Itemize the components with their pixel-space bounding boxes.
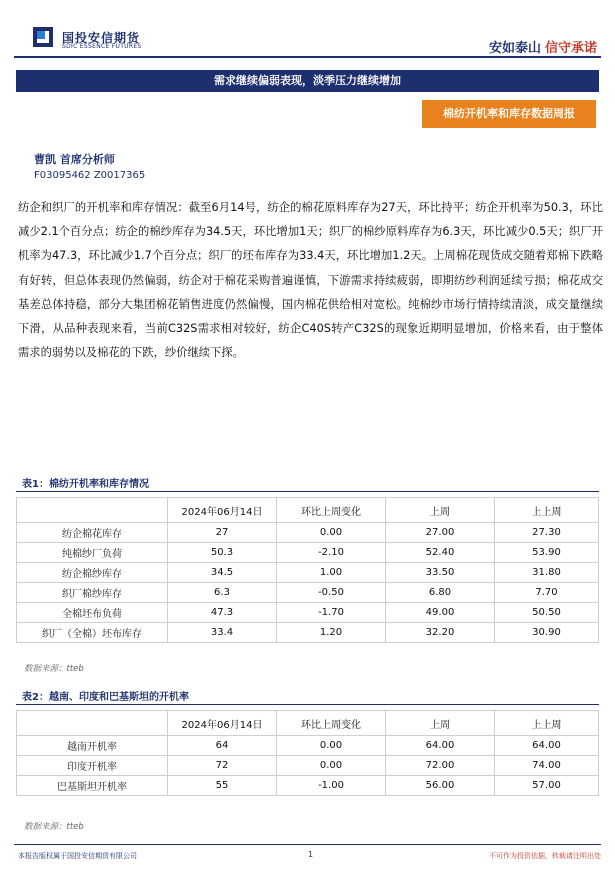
table-cell: 64.00: [495, 736, 599, 756]
table-header-cell: [17, 711, 168, 736]
table-cell: 27.30: [495, 523, 599, 543]
table-cell: 72: [168, 756, 277, 776]
slogan-part-b: 信守承诺: [544, 41, 597, 56]
table-cell: -0.50: [277, 583, 386, 603]
table-header-cell: 环比上周变化: [277, 498, 386, 523]
table-cell: 53.90: [495, 543, 599, 563]
table-row: [17, 776, 599, 796]
table-header-row: [17, 498, 599, 523]
table-row: [17, 603, 599, 623]
table-cell: 57.00: [495, 776, 599, 796]
table-cell: 30.90: [495, 623, 599, 643]
table-cell: 56.00: [386, 776, 495, 796]
table-cell: 32.20: [386, 623, 495, 643]
table-cell: 织厂（全棉）坯布库存: [17, 623, 168, 643]
report-banner: 需求继续偏弱表现，淡季压力继续增加: [16, 70, 599, 92]
table-cell: 47.3: [168, 603, 277, 623]
table-cell: 27.00: [386, 523, 495, 543]
table-header-cell: 2024年06月14日: [168, 711, 277, 736]
table-cell: 50.3: [168, 543, 277, 563]
table-cell: 越南开机率: [17, 736, 168, 756]
table-row: [17, 543, 599, 563]
table-cell: 1.20: [277, 623, 386, 643]
table-cell: 印度开机率: [17, 756, 168, 776]
table-cell: 64.00: [386, 736, 495, 756]
table-cell: 0.00: [277, 736, 386, 756]
summary-paragraph: 纺企和织厂的开机率和库存情况：截至6月14号，纺企的棉花原料库存为27天，环比持平；纺企开机率为50.3，环比减少2.1个百分点；纺企的棉纱库存为34.5天，环比增加1天；织厂的棉纱原料库存为6.3天，环比减少0.5天；织厂开机率为47.3，环比减少1.7个百分点；织厂的坯布库存为33.4天，环比增加1.2天。上周棉花现货成交随着郑棉下跌略有好转，但总体表现仍然偏弱，纺企对于棉花采购普遍谨慎，下游需求持续疲弱，即期纺纱利润延续亏损；棉花成交基差总体持稳，部分大集团棉花销售进度仍然偏慢，国内棉花供给相对宽松。纯棉纱市场行情持续清淡，成交量继续下滑，从品种表现来看，当前C32S需求相对较好，纺企C40S转产C32S的现象近期明显增加，价格来看，由于整体需求的弱势以及棉花的下跌，纱价继续下探。: [18, 201, 603, 360]
table-cell: 7.70: [495, 583, 599, 603]
table-cell: 0.00: [277, 523, 386, 543]
table-cell: 34.5: [168, 563, 277, 583]
table-cell: 6.80: [386, 583, 495, 603]
table-cell: 49.00: [386, 603, 495, 623]
table-cell: 纯棉纱厂负荷: [17, 543, 168, 563]
table-row: [17, 756, 599, 776]
table-cell: 33.50: [386, 563, 495, 583]
analyst-license: F03095462 Z0017365: [34, 170, 146, 181]
page-number: 1: [308, 850, 314, 859]
slogan-part-a: 安如泰山: [488, 41, 541, 56]
logo-text-cn: 国投安信期货: [62, 31, 141, 45]
table-header-cell: [17, 498, 168, 523]
table2-top-rule: [16, 704, 599, 705]
analyst-name: 曹凯 首席分析师: [34, 153, 115, 166]
table-row: [17, 563, 599, 583]
table1-title: 表1：棉纺开机率和库存情况: [22, 479, 149, 490]
table1-top-rule: [16, 491, 599, 492]
table-cell: 50.50: [495, 603, 599, 623]
table-header-cell: 2024年06月14日: [168, 498, 277, 523]
report-tag: 棉纺开机率和库存数据周报: [422, 100, 596, 128]
logo-text-en: SDIC ESSENCE FUTURES: [62, 43, 142, 50]
table-cell: 74.00: [495, 756, 599, 776]
table-cell: 27: [168, 523, 277, 543]
table-header-cell: 上上周: [495, 498, 599, 523]
page-header: [0, 0, 615, 62]
table-header-cell: 上周: [386, 711, 495, 736]
table-cell: -1.70: [277, 603, 386, 623]
table-header-cell: 环比上周变化: [277, 711, 386, 736]
table-header-cell: 上上周: [495, 711, 599, 736]
table-row: [17, 736, 599, 756]
table-header-row: [17, 711, 599, 736]
table2-source: 数据来源：ttеb: [24, 822, 84, 832]
table-row: [17, 583, 599, 603]
footer-disclaimer: 不可作为投资依据，转载请注明出处: [489, 852, 601, 860]
table-cell: 72.00: [386, 756, 495, 776]
table-cell: 巴基斯坦开机率: [17, 776, 168, 796]
table-cell: 64: [168, 736, 277, 756]
table-cell: -2.10: [277, 543, 386, 563]
table-cell: 纺企棉纱库存: [17, 563, 168, 583]
table1: [16, 497, 599, 643]
table-cell: -1.00: [277, 776, 386, 796]
table-cell: 0.00: [277, 756, 386, 776]
table-cell: 织厂棉纱库存: [17, 583, 168, 603]
table1-source: 数据来源：ttеb: [24, 664, 84, 674]
table-row: [17, 523, 599, 543]
table-cell: 纺企棉花库存: [17, 523, 168, 543]
slogan: [489, 37, 597, 56]
table-cell: 全棉坯布负荷: [17, 603, 168, 623]
footer-copyright: 本报告版权属于国投安信期货有限公司: [18, 852, 137, 860]
table-cell: 55: [168, 776, 277, 796]
table-cell: 33.4: [168, 623, 277, 643]
table2: [16, 710, 599, 796]
table-cell: 52.40: [386, 543, 495, 563]
table-cell: 31.80: [495, 563, 599, 583]
table2-title: 表2：越南、印度和巴基斯坦的开机率: [22, 692, 189, 703]
table-row: [17, 623, 599, 643]
table-header-cell: 上周: [386, 498, 495, 523]
table-cell: 6.3: [168, 583, 277, 603]
header-divider: [14, 56, 601, 58]
table-cell: 1.00: [277, 563, 386, 583]
footer-divider: [14, 844, 601, 845]
sdic-logo-icon: [33, 27, 53, 47]
